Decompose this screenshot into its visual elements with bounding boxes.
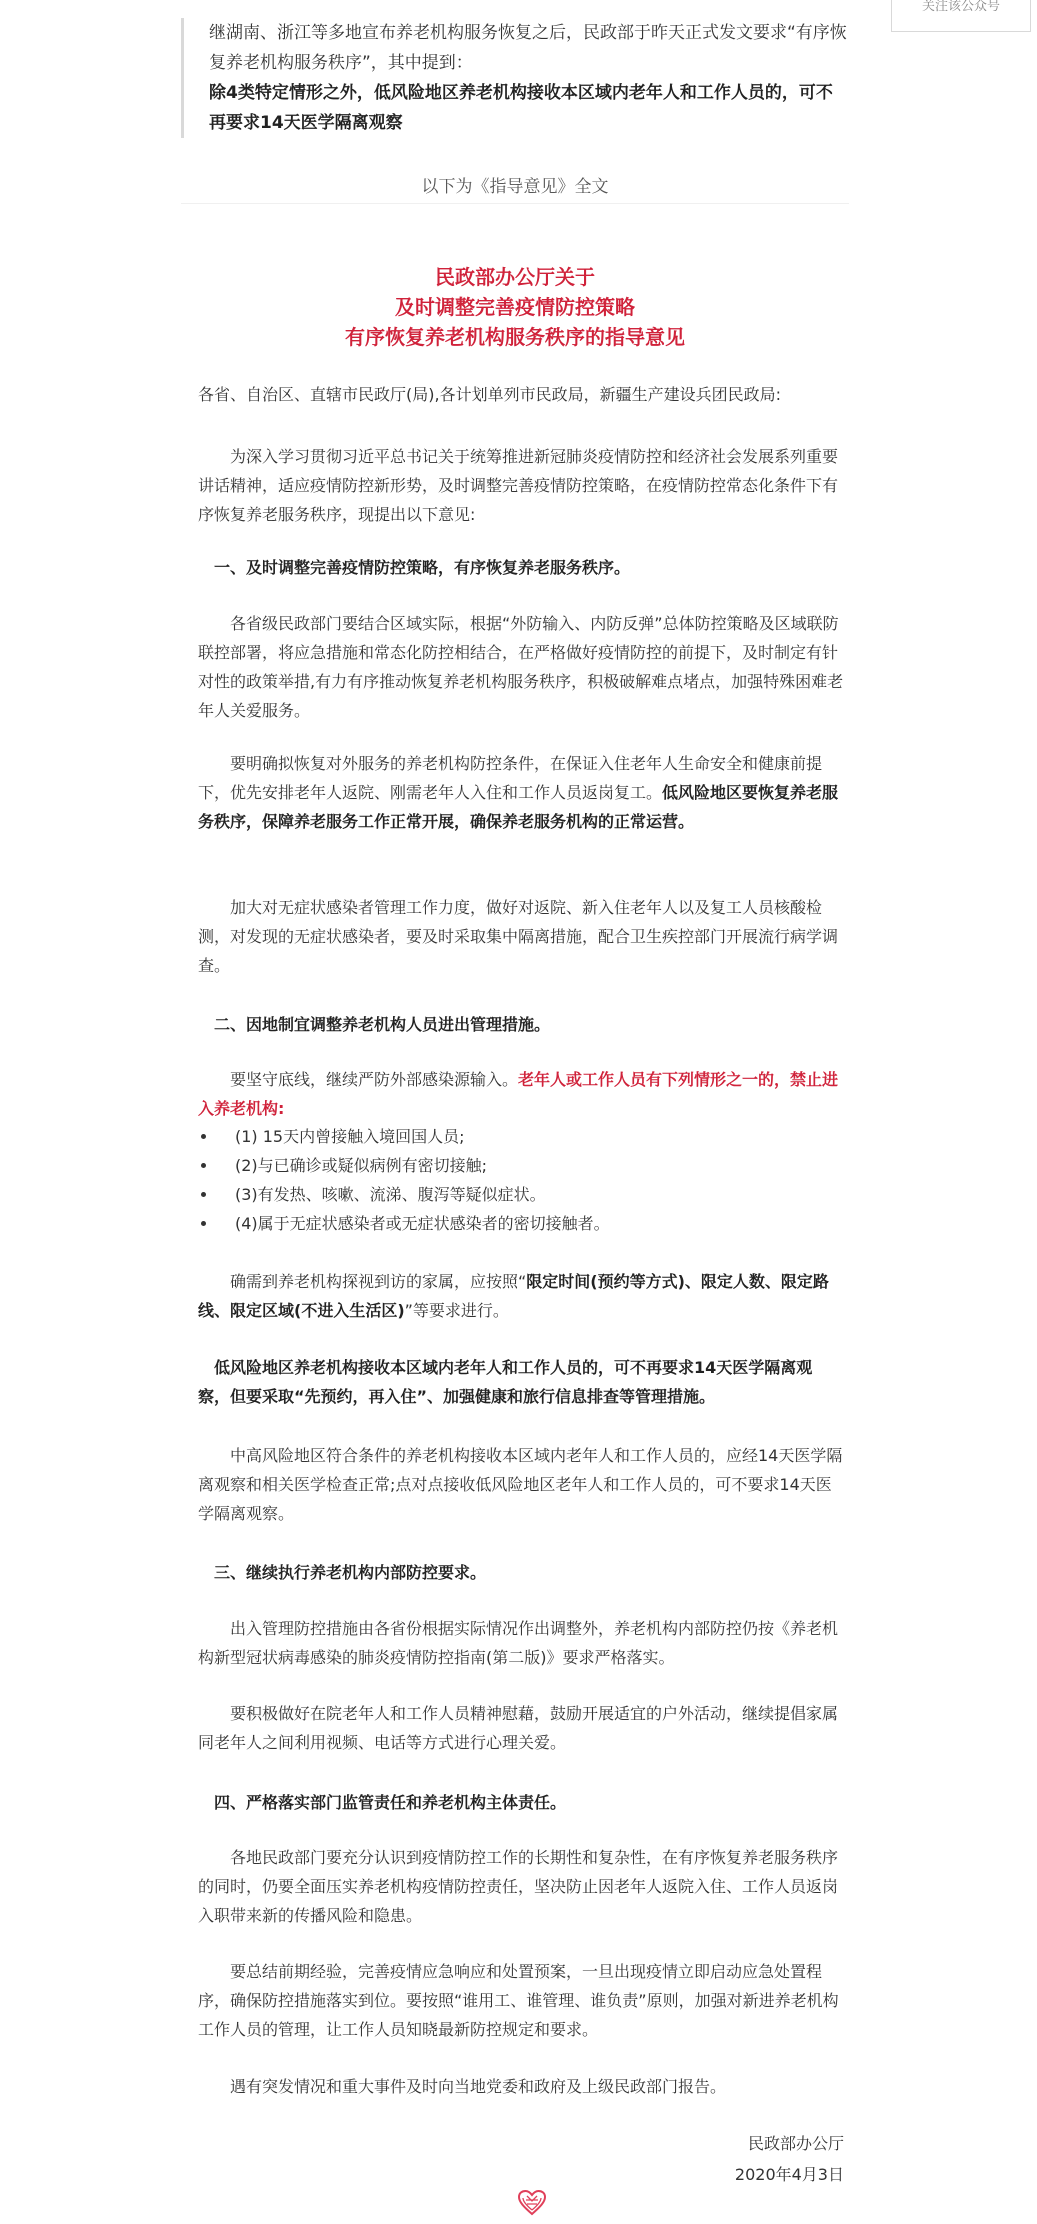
section-heading-2: 二、因地制宜调整养老机构人员进出管理措施。	[214, 1015, 551, 1034]
paragraph-8: 中高风险地区符合条件的养老机构接收本区域内老年人和工作人员的，应经14天医学隔离观察和相关医学检查正常;点对点接收低风险地区老年人和工作人员的，可不要求14天医学隔离观察。	[198, 1446, 843, 1523]
restriction-list	[198, 1122, 844, 1238]
paragraph-6	[198, 1267, 844, 1325]
document-title	[181, 262, 849, 352]
quote-block	[181, 18, 849, 138]
paragraph-13: 遇有突发情况和重大事件及时向当地党委和政府及上级民政部门报告。	[230, 2077, 727, 2096]
section-heading-4: 四、严格落实部门监管责任和养老机构主体责任。	[214, 1793, 567, 1812]
paragraph-9: 出入管理防控措施由各省份根据实际情况作出调整外，养老机构内部防控仍按《养老机构新型冠状病毒感染的肺炎疫情防控指南(第二版)》要求严格落实。	[198, 1619, 839, 1667]
follow-account-button[interactable]: 关注该公众号	[891, 0, 1031, 32]
paragraph-11: 各地民政部门要充分认识到疫情防控工作的长期性和复杂性，在有序恢复养老服务秩序的同时，仍要全面压实养老机构疫情防控责任，坚决防止因老年人返院入住、工作人员返岗入职带来新的传播风险和隐患。	[198, 1848, 839, 1925]
section-heading-1: 一、及时调整完善疫情防控策略，有序恢复养老服务秩序。	[214, 558, 631, 577]
list-item: (1) 15天内曾接触入境回国人员;	[198, 1122, 844, 1151]
paragraph-6-text-a: 确需到养老机构探视到访的家属，应按照“	[230, 1272, 527, 1291]
list-item: (3)有发热、咳嗽、流涕、腹泻等疑似症状。	[198, 1180, 844, 1209]
paragraph-12: 要总结前期经验，完善疫情应急响应和处置预案，一旦出现疫情立即启动应急处置程序，确保防控措施落实到位。要按照“谁用工、谁管理、谁负责”原则，加强对新进养老机构工作人员的管理，让工作人员知晓最新防控规定和要求。	[198, 1962, 839, 2039]
intro-text: 以下为《指导意见》全文	[421, 177, 609, 197]
title-line-2: 及时调整完善疫情防控策略	[395, 295, 635, 319]
paragraph-5-text: 要坚守底线，继续严防外部感染源输入。	[230, 1070, 519, 1089]
heart-icon	[518, 2190, 546, 2220]
divider	[181, 203, 849, 204]
paragraph-3-text: 要明确拟恢复对外服务的养老机构防控条件，在保证入住老年人生命安全和健康前提下，优先安排老年人返院、刚需老年人入住和工作人员返岗复工。	[198, 754, 823, 802]
quote-text: 继湖南、浙江等多地宣布养老机构服务恢复之后，民政部于昨天正式发文要求“有序恢复养老机构服务秩序”，其中提到：	[209, 23, 847, 73]
list-item: (2)与已确诊或疑似病例有密切接触;	[198, 1151, 844, 1180]
addressee: 各省、自治区、直辖市民政厅(局),各计划单列市民政局，新疆生产建设兵团民政局:	[198, 385, 781, 404]
title-line-1: 民政部办公厅关于	[435, 265, 595, 289]
paragraph-10: 要积极做好在院老年人和工作人员精神慰藉，鼓励开展适宜的户外活动，继续提倡家属同老年人之间利用视频、电话等方式进行心理关爱。	[198, 1704, 839, 1752]
paragraph-6-bold: 限定时间(预约等方式)、限定人数、限定路线、限定区域(不进入生活区)	[198, 1272, 829, 1320]
section-heading-3: 三、继续执行养老机构内部防控要求。	[214, 1563, 487, 1582]
title-line-3: 有序恢复养老机构服务秩序的指导意见	[345, 325, 685, 349]
paragraph-4: 加大对无症状感染者管理工作力度，做好对返院、新入住老年人以及复工人员核酸检测，对发现的无症状感染者，要及时采取集中隔离措施，配合卫生疾控部门开展流行病学调查。	[198, 898, 839, 975]
signature: 民政部办公厅	[747, 2134, 844, 2153]
paragraph-7: 低风险地区养老机构接收本区域内老年人和工作人员的，可不再要求14天医学隔离观察，但要采取“先预约，再入住”、加强健康和旅行信息排查等管理措施。	[198, 1358, 813, 1406]
paragraph-2: 各省级民政部门要结合区域实际，根据“外防输入、内防反弹”总体防控策略及区域联防联控部署，将应急措施和常态化防控相结合，在严格做好疫情防控的前提下，及时制定有针对性的政策举措,有力有序推动恢复养老机构服务秩序，积极破解难点堵点，加强特殊困难老年人关爱服务。	[198, 614, 844, 720]
list-item: (4)属于无症状感染者或无症状感染者的密切接触者。	[198, 1209, 844, 1238]
paragraph-6-text-b: ”等要求进行。	[404, 1301, 509, 1320]
paragraph-3	[198, 749, 844, 836]
paragraph-1: 为深入学习贯彻习近平总书记关于统筹推进新冠肺炎疫情防控和经济社会发展系列重要讲话精神，适应疫情防控新形势，及时调整完善疫情防控策略，在疫情防控常态化条件下有序恢复养老服务秩序，现提出以下意见:	[198, 447, 839, 524]
paragraph-3-bold: 低风险地区要恢复养老服务秩序，保障养老服务工作正常开展，确保养老服务机构的正常运营。	[198, 783, 839, 831]
paragraph-5	[198, 1065, 844, 1123]
paragraph-5-red: 老年人或工作人员有下列情形之一的，禁止进入养老机构:	[198, 1070, 839, 1118]
date: 2020年4月3日	[734, 2165, 844, 2184]
quote-bold-text: 除4类特定情形之外，低风险地区养老机构接收本区域内老年人和工作人员的，可不再要求14天医学隔离观察	[209, 83, 833, 133]
